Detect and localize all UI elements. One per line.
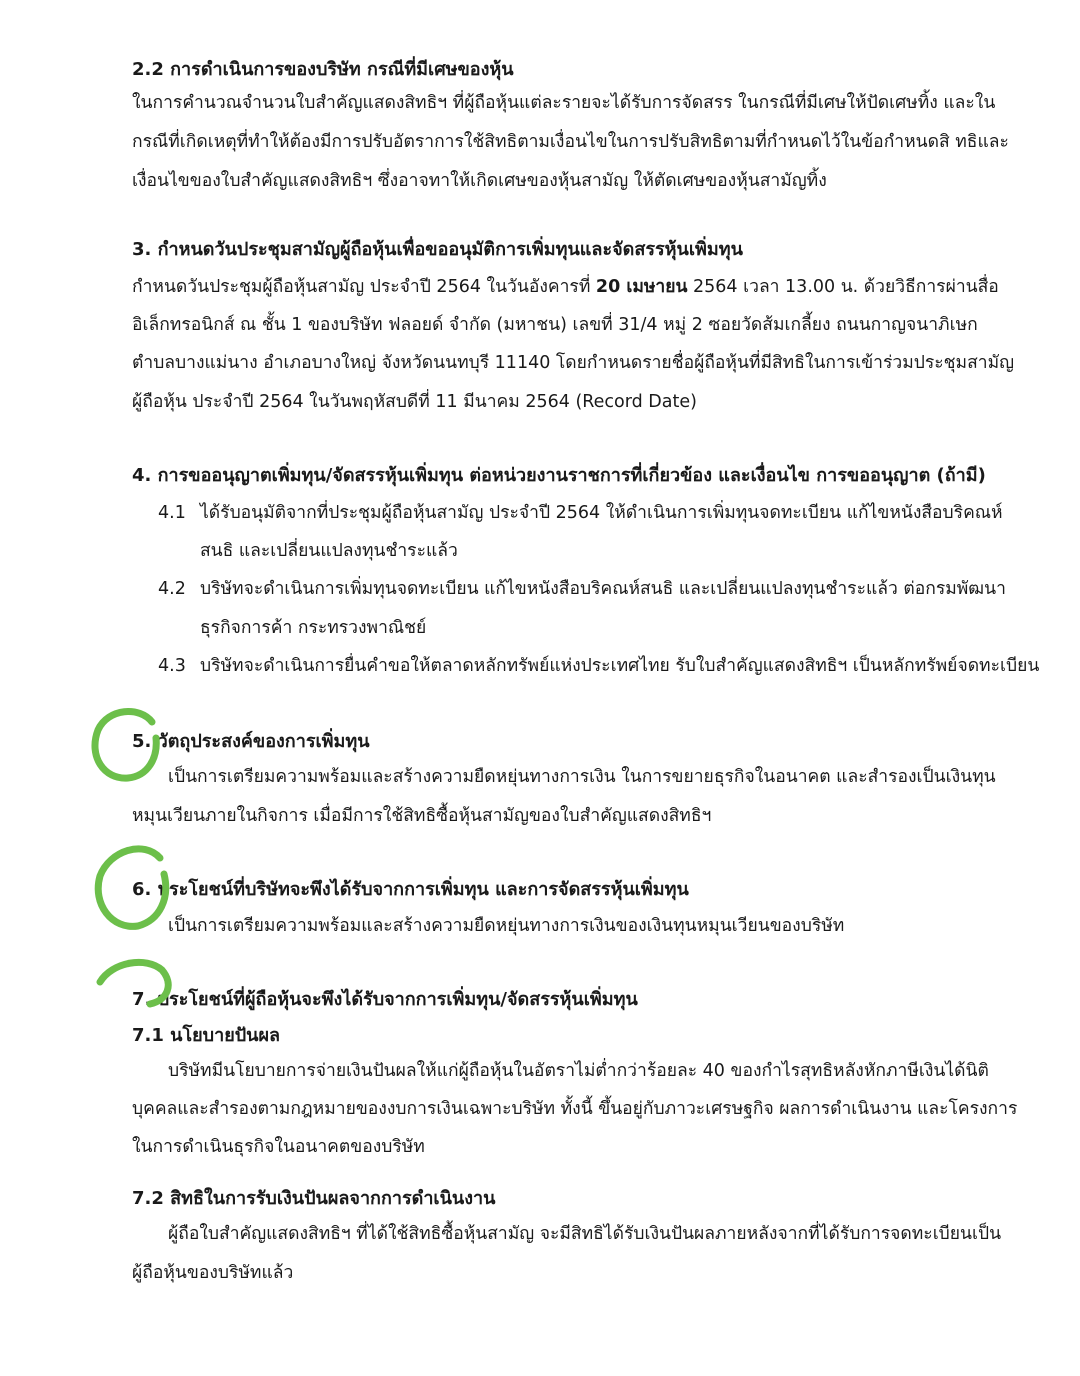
paragraph-line: ผู้ถือหุ้น ประจำปี 2564 ในวันพฤหัสบดีที่ 11 มีนาคม 2564 (Record Date): [132, 392, 697, 412]
green-circle-mark-7: [100, 962, 168, 1004]
item-number: 4.2: [158, 579, 186, 599]
paragraph-line: เป็นการเตรียมความพร้อมและสร้างความยืดหยุ่นทางการเงิน ในการขยายธุรกิจในอนาคต และสำรองเป็นเงินทุน: [168, 767, 996, 787]
paragraph-line: ผู้ถือหุ้นของบริษัทแล้ว: [132, 1263, 294, 1283]
section-4-heading: 4. การขออนุญาตเพิ่มทุน/จัดสรรหุ้นเพิ่มทุน ต่อหน่วยงานราชการที่เกี่ยวข้อง และเงื่อนไข การขออนุญาต (ถ้ามี): [132, 465, 986, 486]
list-item-cont: สนธิ และเปลี่ยนแปลงทุนชำระแล้ว: [200, 541, 458, 561]
green-circle-mark-5: [95, 712, 156, 779]
green-circle-mark-6: [98, 849, 165, 927]
item-text: บริษัทจะดำเนินการยื่นคำขอให้ตลาดหลักทรัพย์แห่งประเทศไทย รับใบสำคัญแสดงสิทธิฯ เป็นหลักทรัพย์จดทะเบียน: [200, 656, 1040, 676]
paragraph-line: บุคคลและสำรองตามกฎหมายของงบการเงินเฉพาะบริษัท ทั้งนี้ ขึ้นอยู่กับภาวะเศรษฐกิจ ผลการดำเนินงาน และโครงการ: [132, 1099, 1018, 1119]
text-segment: 2564 เวลา 13.00 น. ด้วยวิธีการผ่านสื่อ: [687, 277, 999, 297]
paragraph-line: เป็นการเตรียมความพร้อมและสร้างความยืดหยุ่นทางการเงินของเงินทุนหมุนเวียนของบริษัท: [168, 916, 845, 936]
paragraph-line: หมุนเวียนภายในกิจการ เมื่อมีการใช้สิทธิซื้อหุ้นสามัญของใบสำคัญแสดงสิทธิฯ: [132, 806, 712, 826]
section-7-2-heading: 7.2 สิทธิในการรับเงินปันผลจากการดำเนินงาน: [132, 1188, 496, 1209]
paragraph-line: ในการคำนวณจำนวนใบสำคัญแสดงสิทธิฯ ที่ผู้ถือหุ้นแต่ละรายจะได้รับการจัดสรร ในกรณีที่มีเศษให้ปัดเศษทิ้ง และใน: [132, 93, 996, 113]
section-2-2-heading: 2.2 การดำเนินการของบริษัท กรณีที่มีเศษของหุ้น: [132, 59, 514, 80]
item-number: 4.3: [158, 656, 186, 676]
section-7-heading: 7. ประโยชน์ที่ผู้ถือหุ้นจะพึงได้รับจากการเพิ่มทุน/จัดสรรหุ้นเพิ่มทุน: [132, 989, 638, 1010]
section-3-heading: 3. กำหนดวันประชุมสามัญผู้ถือหุ้นเพื่อขออนุมัติการเพิ่มทุนและจัดสรรหุ้นเพิ่มทุน: [132, 239, 743, 260]
paragraph-line: บริษัทมีนโยบายการจ่ายเงินปันผลให้แก่ผู้ถือหุ้นในอัตราไม่ต่ำกว่าร้อยละ 40 ของกำไรสุทธิหลังหักภาษีเงินได้นิติ: [168, 1061, 989, 1081]
paragraph-line: ผู้ถือใบสำคัญแสดงสิทธิฯ ที่ได้ใช้สิทธิซื้อหุ้นสามัญ จะมีสิทธิได้รับเงินปันผลภายหลังจากที่ได้รับการจดทะเบียนเป็น: [168, 1224, 1002, 1244]
list-item-cont: ธุรกิจการค้า กระทรวงพาณิชย์: [200, 618, 427, 638]
section-7-1-heading: 7.1 นโยบายปันผล: [132, 1025, 281, 1046]
text-segment: กำหนดวันประชุมผู้ถือหุ้นสามัญ ประจำปี 2564 ในวันอังคารที่: [132, 277, 596, 297]
item-text: ได้รับอนุมัติจากที่ประชุมผู้ถือหุ้นสามัญ ประจำปี 2564 ให้ดำเนินการเพิ่มทุนจดทะเบียน แก้ไขหนังสือบริคณห์: [200, 503, 1003, 523]
item-text: บริษัทจะดำเนินการเพิ่มทุนจดทะเบียน แก้ไขหนังสือบริคณห์สนธิ และเปลี่ยนแปลงทุนชำระแล้ว ต่อกรมพัฒนา: [200, 579, 1006, 599]
paragraph-line: อิเล็กทรอนิกส์ ณ ชั้น 1 ของบริษัท ฟลอยด์ จำกัด (มหาชน) เลขที่ 31/4 หมู่ 2 ซอยวัดส้มเกลี้ยง ถนนกาญจนาภิเษก: [132, 315, 978, 335]
meeting-date: 20 เมษายน: [595, 277, 688, 297]
item-number: 4.1: [158, 503, 186, 523]
paragraph-line: กรณีที่เกิดเหตุที่ทำให้ต้องมีการปรับอัตราการใช้สิทธิตามเงื่อนไขในการปรับสิทธิตามที่กำหนดไว้ในข้อกำหนดสิ ทธิและ: [132, 132, 1009, 152]
section-5-heading: 5. วัตถุประสงค์ของการเพิ่มทุน: [132, 731, 370, 752]
paragraph-line: ในการดำเนินธุรกิจในอนาคตของบริษัท: [132, 1137, 425, 1157]
paragraph-line: ตำบลบางแม่นาง อำเภอบางใหญ่ จังหวัดนนทบุรี 11140 โดยกำหนดรายชื่อผู้ถือหุ้นที่มีสิทธิในการเข้าร่วมประชุมสามัญ: [132, 353, 1015, 373]
section-6-heading: 6. ประโยชน์ที่บริษัทจะพึงได้รับจากการเพิ่มทุน และการจัดสรรหุ้นเพิ่มทุน: [132, 879, 689, 900]
paragraph-line: เงื่อนไขของใบสำคัญแสดงสิทธิฯ ซึ่งอาจทาให้เกิดเศษของหุ้นสามัญ ให้ตัดเศษของหุ้นสามัญทิ้ง: [132, 171, 827, 191]
